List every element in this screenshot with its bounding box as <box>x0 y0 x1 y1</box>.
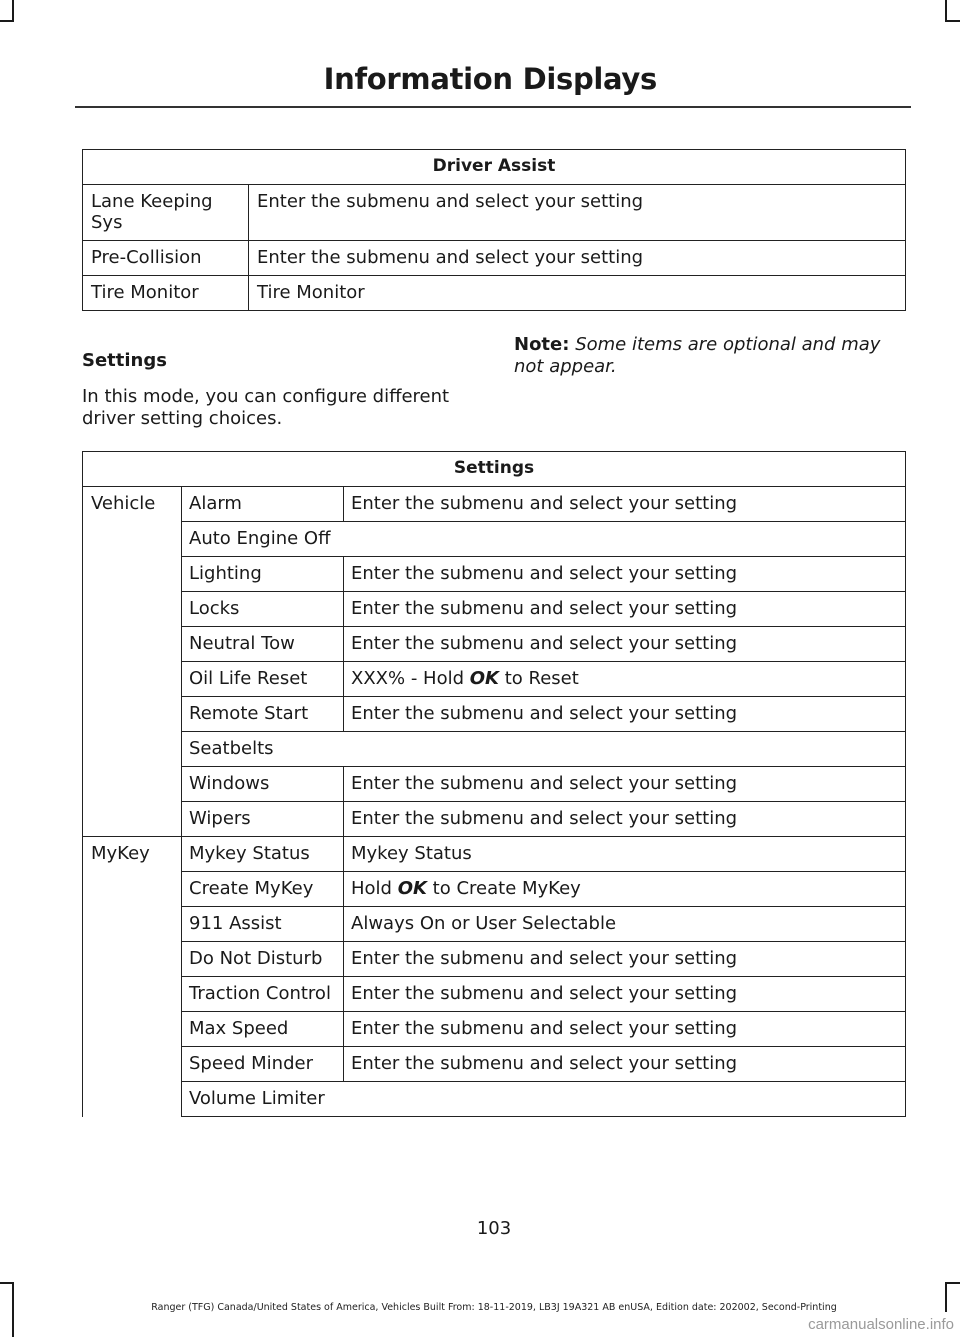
menu-item: Tire Monitor <box>83 276 249 311</box>
value-suffix: to Reset <box>498 668 579 689</box>
section-heading: Settings <box>82 350 167 371</box>
menu-value <box>344 662 906 697</box>
table-row <box>83 1012 906 1047</box>
menu-value: Tire Monitor <box>249 276 906 311</box>
page-title: Information Displays <box>323 62 657 96</box>
menu-item: Lighting <box>182 557 344 592</box>
table-row <box>83 837 906 872</box>
table-row <box>83 802 906 837</box>
crop-mark <box>0 20 14 22</box>
menu-value: Enter the submenu and select your setting <box>344 802 906 837</box>
crop-mark <box>0 1282 14 1284</box>
group-label-vehicle: Vehicle <box>83 487 182 837</box>
header-divider <box>75 106 911 108</box>
menu-value: Enter the submenu and select your setting <box>344 697 906 732</box>
footer-text: Ranger (TFG) Canada/United States of America, Vehicles Built From: 18-11-2019, LB3J 19A321 AB enUSA, Edition date: 202002, Second-Printing <box>151 1302 837 1313</box>
menu-item: Do Not Disturb <box>182 942 344 977</box>
menu-value: Enter the submenu and select your setting <box>249 185 906 241</box>
table-row <box>83 872 906 907</box>
table-row <box>83 627 906 662</box>
watermark: carmanualsonline.info <box>808 1316 954 1333</box>
value-prefix: Hold <box>351 878 398 899</box>
table-row <box>83 942 906 977</box>
note-text: Some items are optional and may not appear. <box>514 334 881 377</box>
menu-value: Enter the submenu and select your setting <box>344 487 906 522</box>
table-row <box>83 487 906 522</box>
value-suffix: to Create MyKey <box>426 878 581 899</box>
menu-value: Enter the submenu and select your setting <box>344 592 906 627</box>
menu-value: Mykey Status <box>344 837 906 872</box>
table-header-row <box>83 150 906 185</box>
menu-value: Enter the submenu and select your setting <box>344 767 906 802</box>
table-row <box>83 732 906 767</box>
note <box>514 334 906 378</box>
table-row <box>83 185 906 241</box>
menu-item: Max Speed <box>182 1012 344 1047</box>
group-label-mykey: MyKey <box>83 837 182 1117</box>
menu-item: Wipers <box>182 802 344 837</box>
menu-value: Enter the submenu and select your setting <box>344 942 906 977</box>
table-header-row <box>83 452 906 487</box>
menu-value: Enter the submenu and select your setting <box>344 627 906 662</box>
menu-item: Lane Keeping Sys <box>83 185 249 241</box>
menu-value: Always On or User Selectable <box>344 907 906 942</box>
crop-mark <box>945 1282 960 1284</box>
menu-item: Remote Start <box>182 697 344 732</box>
menu-item: 911 Assist <box>182 907 344 942</box>
menu-item: Auto Engine Off <box>182 522 906 557</box>
table-row <box>83 522 906 557</box>
table-row <box>83 1082 906 1117</box>
table-row <box>83 662 906 697</box>
table-row <box>83 241 906 276</box>
table-row <box>83 557 906 592</box>
menu-value: Enter the submenu and select your setting <box>344 977 906 1012</box>
table-row <box>83 697 906 732</box>
value-prefix: XXX% - Hold <box>351 668 470 689</box>
menu-item: Seatbelts <box>182 732 906 767</box>
crop-mark <box>945 20 960 22</box>
menu-item: Mykey Status <box>182 837 344 872</box>
table-row <box>83 592 906 627</box>
menu-value <box>344 872 906 907</box>
table-row <box>83 907 906 942</box>
menu-item: Speed Minder <box>182 1047 344 1082</box>
menu-item: Traction Control <box>182 977 344 1012</box>
note-label: Note: <box>514 334 570 355</box>
table-row <box>83 977 906 1012</box>
menu-item: Oil Life Reset <box>182 662 344 697</box>
menu-value: Enter the submenu and select your setting <box>344 557 906 592</box>
menu-item: Windows <box>182 767 344 802</box>
menu-item: Alarm <box>182 487 344 522</box>
menu-item: Locks <box>182 592 344 627</box>
driver-assist-title: Driver Assist <box>83 150 906 185</box>
settings-table-title: Settings <box>83 452 906 487</box>
table-row <box>83 767 906 802</box>
menu-item: Create MyKey <box>182 872 344 907</box>
menu-value: Enter the submenu and select your setting <box>344 1047 906 1082</box>
table-row <box>83 1047 906 1082</box>
menu-value: Enter the submenu and select your setting <box>249 241 906 276</box>
body-paragraph: In this mode, you can configure different driver setting choices. <box>82 386 450 429</box>
ok-key: OK <box>469 668 499 689</box>
ok-key: OK <box>397 878 427 899</box>
crop-mark <box>12 0 14 22</box>
crop-mark <box>945 0 947 22</box>
settings-table <box>82 451 906 1117</box>
page-number: 103 <box>476 1218 512 1239</box>
menu-item: Neutral Tow <box>182 627 344 662</box>
menu-item: Pre-Collision <box>83 241 249 276</box>
menu-item: Volume Limiter <box>182 1082 906 1117</box>
menu-value: Enter the submenu and select your setting <box>344 1012 906 1047</box>
driver-assist-table <box>82 149 906 311</box>
table-row <box>83 276 906 311</box>
